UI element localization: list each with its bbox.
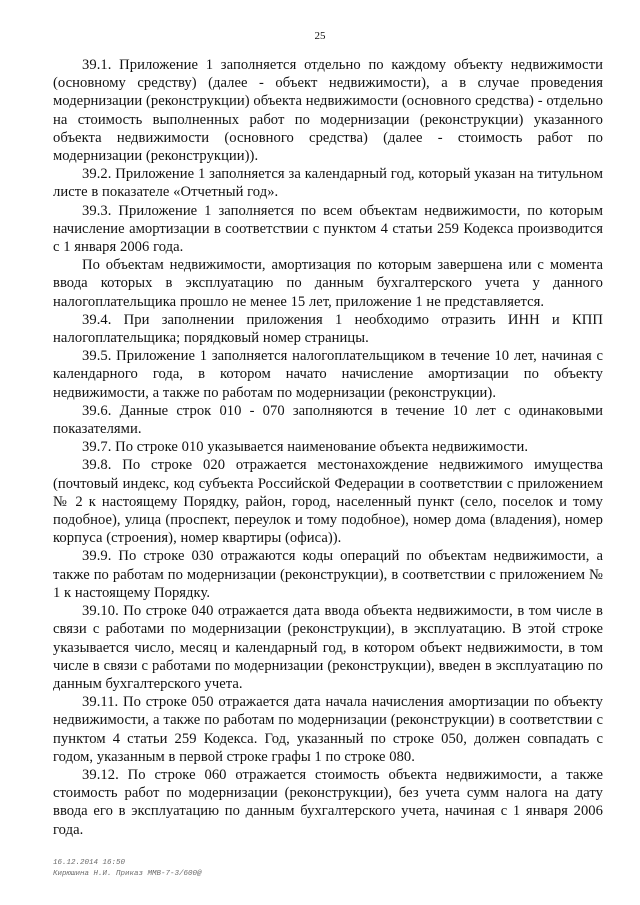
paragraph-39-12: 39.12. По строке 060 отражается стоимость объекта недвижимости, а также стоимость работ по модернизации (реконструкции), без учета сумм налога на дату ввода его в эксплуатацию по данным бухгалтерского учета, начиная с 1 января 2006 года. <box>53 766 603 838</box>
paragraph-39-1: 39.1. Приложение 1 заполняется отдельно по каждому объекту недвижимости (основному средству) (далее - объект недвижимости), а в случае проведения модернизации (реконструкции) объекта недвижимости (основного средства) - отдельно на стоимость выполненных работ по модернизации (реконструкции) указанного объекта недвижимости (основного средства) (далее - стоимость работ по модернизации (реконструкции)). <box>53 57 603 165</box>
paragraph-39-8: 39.8. По строке 020 отражается местонахождение недвижимого имущества (почтовый индекс, код субъекта Российской Федерации в соответствии с приложением № 2 к настоящему Порядку, район, город, населенный пункт (село, поселок и тому подобное), улица (проспект, переулок и тому подобное), номер дома (владения), номер корпуса (строения), номер квартиры (офиса)). <box>53 457 603 547</box>
paragraph-39-5: 39.5. Приложение 1 заполняется налогоплательщиком в течение 10 лет, начиная с календарного года, в котором начато начисление амортизации по объекту недвижимости, а также по работам по модернизации (реконструкции). <box>53 348 603 401</box>
footer-author: Кирюшина Н.И. Приказ ММВ-7-3/600@ <box>53 870 202 878</box>
paragraph-39-3-note: По объектам недвижимости, амортизация по которым завершена или с момента ввода которых в эксплуатацию по данным бухгалтерского учета у данного налогоплательщика прошло не менее 15 лет, приложение 1 не представляется. <box>53 257 603 310</box>
paragraph-39-7: 39.7. По строке 010 указывается наименование объекта недвижимости. <box>82 439 529 456</box>
paragraph-39-6: 39.6. Данные строк 010 - 070 заполняются в течение 10 лет с одинаковыми показателями. <box>53 402 603 438</box>
document-footer <box>53 858 202 880</box>
document-body <box>53 56 603 839</box>
footer-timestamp: 16.12.2014 16:50 <box>53 859 126 867</box>
page-number: 25 <box>314 30 326 42</box>
paragraph-39-9: 39.9. По строке 030 отражаются коды операций по объектам недвижимости, а также по работам по модернизации (реконструкции), в соответствии с приложением № 1 к настоящему Порядку. <box>53 548 603 601</box>
paragraph-39-10: 39.10. По строке 040 отражается дата ввода объекта недвижимости, в том числе в связи с работами по модернизации (реконструкции), в эксплуатацию. В этой строке указывается число, месяц и календарный год, в котором объект недвижимости, в том числе в связи с работами по модернизации (реконструкции), введен в эксплуатацию по данным бухгалтерского учета. <box>53 603 603 692</box>
paragraph-39-3: 39.3. Приложение 1 заполняется по всем объектам недвижимости, по которым начисление амортизации в соответствии с пунктом 4 статьи 259 Кодекса производится с 1 января 2006 года. <box>53 202 603 256</box>
paragraph-39-2: 39.2. Приложение 1 заполняется за календарный год, который указан на титульном листе в показателе «Отчетный год». <box>53 166 603 201</box>
paragraph-39-4: 39.4. При заполнении приложения 1 необходимо отразить ИНН и КПП налогоплательщика; порядковый номер страницы. <box>53 311 603 347</box>
paragraph-39-11: 39.11. По строке 050 отражается дата начала начисления амортизации по объекту недвижимости, а также по работам по модернизации (реконструкции) в соответствии с пунктом 4 статьи 259 Кодекса. Год, указанный по строке 050, должен совпадать с годом, указанным в первой строке графы 1 по строке 080. <box>53 694 603 765</box>
